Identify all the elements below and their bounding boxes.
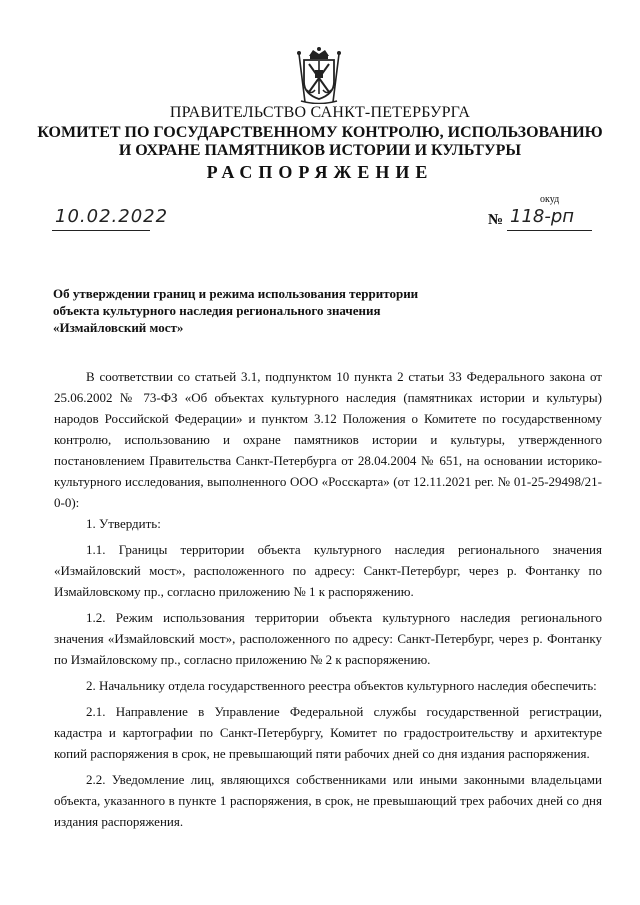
paragraph-2-2: 2.2. Уведомление лиц, являющихся собственниками или иными законными владельцами объекта, указанного в пункте 1 распоряжения, в срок, не превышающий трех рабочих дней со дня издания распоряжения. — [54, 772, 602, 829]
government-title: ПРАВИТЕЛЬСТВО САНКТ-ПЕТЕРБУРГА — [169, 104, 471, 121]
document-subject — [53, 285, 473, 336]
preamble-paragraph: В соответствии со статьей 3.1, подпунктом 10 пункта 2 статьи 33 Федерального закона от 25.06.2002 № 73-ФЗ «Об объектах культурного наследия (памятниках истории и культуры) народов Российской Федерации» и пунктом 3.12 Положения о Комитете по государственному контролю, использованию и охране памятников истории и культуры, утвержденного постановлением Правительства Санкт-Петербурга от 28.04.2004 № 651, на основании историко-культурного исследования, выполненного ООО «Росскарта» (от 12.11.2021 рег. № 01-25-29498/21-0-0): — [54, 369, 602, 510]
subject-line-3: «Измайловский мост» — [53, 320, 184, 335]
committee-title-line-1: КОМИТЕТ ПО ГОСУДАРСТВЕННОМУ КОНТРОЛЮ, ИСПОЛЬЗОВАНИЮ — [37, 124, 603, 141]
coat-of-arms-icon — [293, 46, 345, 104]
number-underline — [507, 230, 592, 231]
committee-title-line-2: И ОХРАНЕ ПАМЯТНИКОВ ИСТОРИИ И КУЛЬТУРЫ — [118, 142, 522, 159]
document-date: 10.02.2022 — [55, 206, 169, 227]
paragraph-1-1: 1.1. Границы территории объекта культурного наследия регионального значения «Измайловский мост», расположенного по адресу: Санкт-Петербург, через р. Фонтанку по Измайловскому пр., согласно приложению № 1 к распоряжению. — [54, 542, 602, 599]
subject-line-1: Об утверждении границ и режима использования территории — [53, 286, 419, 301]
paragraph-2-1: 2.1. Направление в Управление Федеральной службы государственной регистрации, кадастра и картографии по Санкт-Петербургу, Комитет по градостроительству и архитектуре копий распоряжения в срок, не превышающий пяти рабочих дней со дня издания распоряжения. — [54, 704, 602, 761]
subject-line-2: объекта культурного наследия регионального значения — [53, 303, 381, 318]
paragraph-1: 1. Утвердить: — [86, 516, 161, 531]
date-underline — [52, 230, 150, 231]
document-type-title: РАСПОРЯЖЕНИЕ — [206, 162, 434, 182]
document-number: 118-рп — [510, 206, 575, 227]
okud-label: окуд — [540, 194, 560, 205]
document-body — [54, 366, 602, 837]
number-sign: № — [488, 212, 504, 228]
paragraph-1-2: 1.2. Режим использования территории объекта культурного наследия регионального значения «Измайловский мост», расположенного по адресу: Санкт-Петербург, через р. Фонтанку по Измайловскому пр., согласно приложению № 2 к распоряжению. — [54, 610, 602, 667]
paragraph-2: 2. Начальнику отдела государственного реестра объектов культурного наследия обеспечить: — [86, 678, 597, 693]
